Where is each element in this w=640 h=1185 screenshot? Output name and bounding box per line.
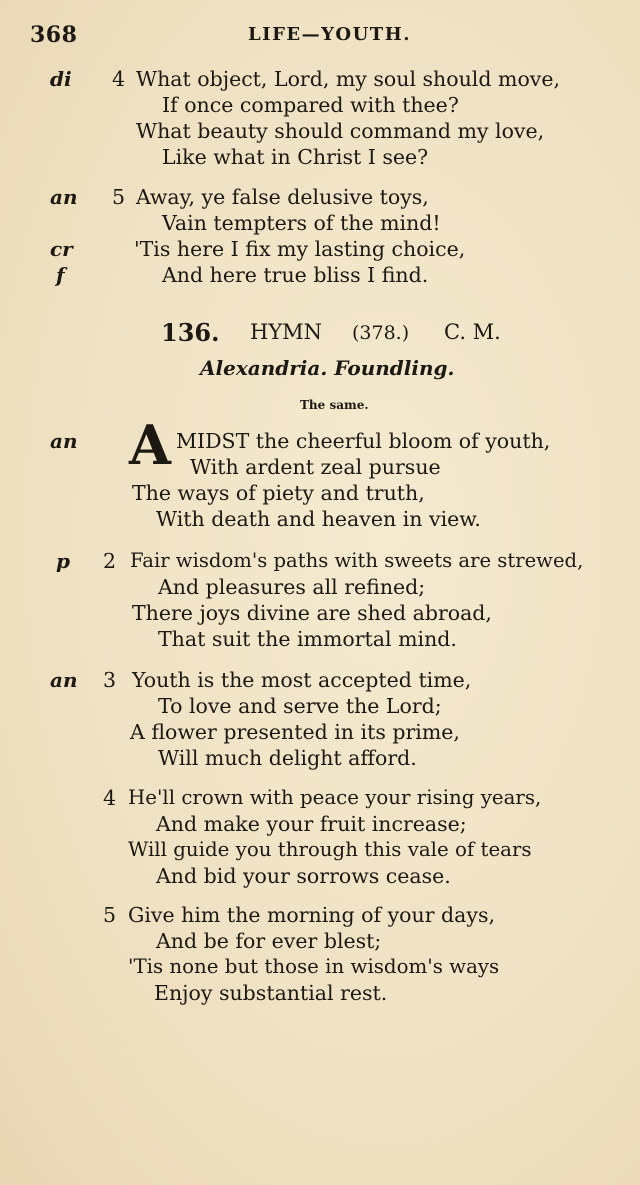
verse-number: 4 bbox=[103, 786, 117, 810]
verse-line: And make your fruit increase; bbox=[156, 812, 467, 836]
verse-number: 3 bbox=[103, 668, 117, 692]
hymn-label: HYMN bbox=[250, 320, 323, 344]
verse-line: Fair wisdom's paths with sweets are strewed, bbox=[130, 549, 584, 572]
verse-line: With death and heaven in view. bbox=[156, 507, 481, 531]
verse-line: To love and serve the Lord; bbox=[158, 694, 442, 718]
verse-line: The ways of piety and truth, bbox=[132, 481, 425, 505]
verse-line: And be for ever blest; bbox=[156, 929, 382, 953]
verse-number: 2 bbox=[103, 549, 117, 573]
verse-line: He'll crown with peace your rising years, bbox=[128, 786, 542, 809]
dynamic-mark: cr bbox=[50, 237, 73, 261]
running-title: LIFE—YOUTH. bbox=[248, 24, 411, 45]
verse-line: What beauty should command my love, bbox=[136, 119, 545, 143]
hymn-meter: C. M. bbox=[444, 320, 501, 344]
attribution: The same. bbox=[300, 398, 369, 412]
dynamic-mark: an bbox=[50, 185, 78, 209]
verse-number: 5 bbox=[112, 185, 126, 209]
hymn-number: 136. bbox=[161, 318, 220, 347]
verse-line: And here true bliss I find. bbox=[162, 263, 429, 287]
verse-line: Will guide you through this vale of tears bbox=[128, 838, 532, 861]
verse-line: If once compared with thee? bbox=[162, 93, 459, 117]
verse-line: Give him the morning of your days, bbox=[128, 903, 495, 927]
verse-line: A flower presented in its prime, bbox=[130, 720, 460, 744]
verse-line: What object, Lord, my soul should move, bbox=[136, 67, 561, 91]
verse-line: 'Tis here I fix my lasting choice, bbox=[134, 237, 466, 261]
dynamic-mark: di bbox=[50, 67, 72, 91]
verse-line: 'Tis none but those in wisdom's ways bbox=[128, 955, 500, 978]
verse-line: Away, ye false delusive toys, bbox=[136, 185, 429, 209]
verse-line: Enjoy substantial rest. bbox=[154, 981, 388, 1005]
verse-line: That suit the immortal mind. bbox=[158, 627, 457, 651]
verse-number: 4 bbox=[112, 67, 126, 91]
page-number: 368 bbox=[30, 22, 78, 48]
verse-line: There joys divine are shed abroad, bbox=[132, 601, 492, 625]
verse-line: Like what in Christ I see? bbox=[162, 145, 429, 169]
dynamic-mark: f bbox=[56, 263, 65, 287]
verse-line: MIDST the cheerful bloom of youth, bbox=[176, 429, 551, 453]
dynamic-mark: an bbox=[50, 668, 78, 692]
verse-line: With ardent zeal pursue bbox=[190, 455, 441, 479]
verse-line: And pleasures all refined; bbox=[158, 575, 426, 599]
drop-cap: A bbox=[129, 413, 171, 477]
verse-line: Will much delight afford. bbox=[158, 746, 417, 770]
verse-number: 5 bbox=[103, 903, 117, 927]
hymn-reference: (378.) bbox=[352, 322, 410, 344]
dynamic-mark: p bbox=[56, 549, 70, 573]
verse-line: Vain tempters of the mind! bbox=[162, 211, 441, 235]
verse-line: And bid your sorrows cease. bbox=[156, 864, 451, 888]
dynamic-mark: an bbox=[50, 429, 78, 453]
verse-line: Youth is the most accepted time, bbox=[132, 668, 472, 692]
tune-names: Alexandria. Foundling. bbox=[200, 356, 455, 380]
